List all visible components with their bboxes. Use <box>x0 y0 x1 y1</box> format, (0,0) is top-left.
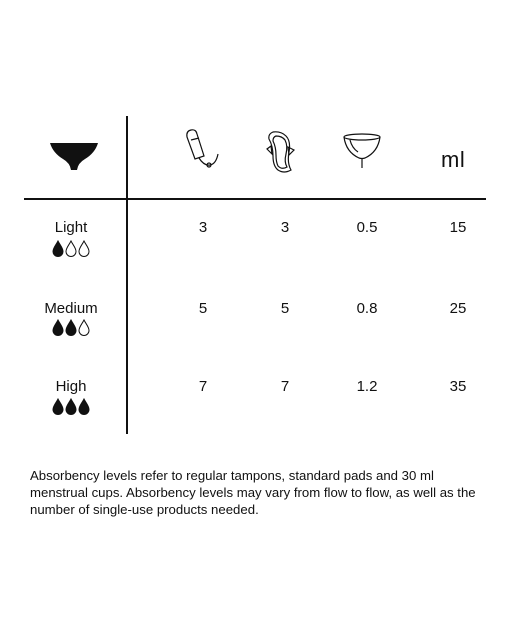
cell-light-ml: 15 <box>449 219 467 236</box>
header-divider <box>24 198 486 200</box>
drop-filled-icon <box>65 398 77 415</box>
drop-filled-icon <box>52 319 64 336</box>
row-label-high: High <box>55 378 87 395</box>
row-label-medium: Medium <box>44 300 98 317</box>
cell-high-tampons: 7 <box>198 378 208 395</box>
flow-drops-medium <box>21 319 121 336</box>
cell-medium-cup: 0.8 <box>356 300 378 317</box>
absorbency-note: Absorbency levels refer to regular tampons, standard pads and 30 ml menstrual cups. Absorbency levels may vary from flow to flow, as well as the number of single-use products needed. <box>30 468 476 517</box>
column-divider <box>126 116 128 434</box>
underwear-icon <box>48 140 100 172</box>
tampon-icon <box>182 128 224 174</box>
unit-label-ml: ml <box>441 147 466 172</box>
pad-icon <box>264 130 298 174</box>
drop-filled-icon <box>52 240 64 257</box>
drop-empty-icon <box>65 240 77 257</box>
flow-drops-high <box>21 398 121 415</box>
cell-medium-pads: 5 <box>280 300 290 317</box>
cell-medium-tampons: 5 <box>198 300 208 317</box>
cell-light-pads: 3 <box>280 219 290 236</box>
row-label-light: Light <box>54 219 88 236</box>
flow-drops-light <box>21 240 121 257</box>
drop-filled-icon <box>65 319 77 336</box>
cell-light-tampons: 3 <box>198 219 208 236</box>
drop-filled-icon <box>78 398 90 415</box>
cell-medium-ml: 25 <box>449 300 467 317</box>
cell-high-pads: 7 <box>280 378 290 395</box>
cell-high-cup: 1.2 <box>356 378 378 395</box>
menstrual-cup-icon <box>342 132 384 172</box>
drop-empty-icon <box>78 240 90 257</box>
cell-high-ml: 35 <box>449 378 467 395</box>
cell-light-cup: 0.5 <box>356 219 378 236</box>
drop-empty-icon <box>78 319 90 336</box>
drop-filled-icon <box>52 398 64 415</box>
